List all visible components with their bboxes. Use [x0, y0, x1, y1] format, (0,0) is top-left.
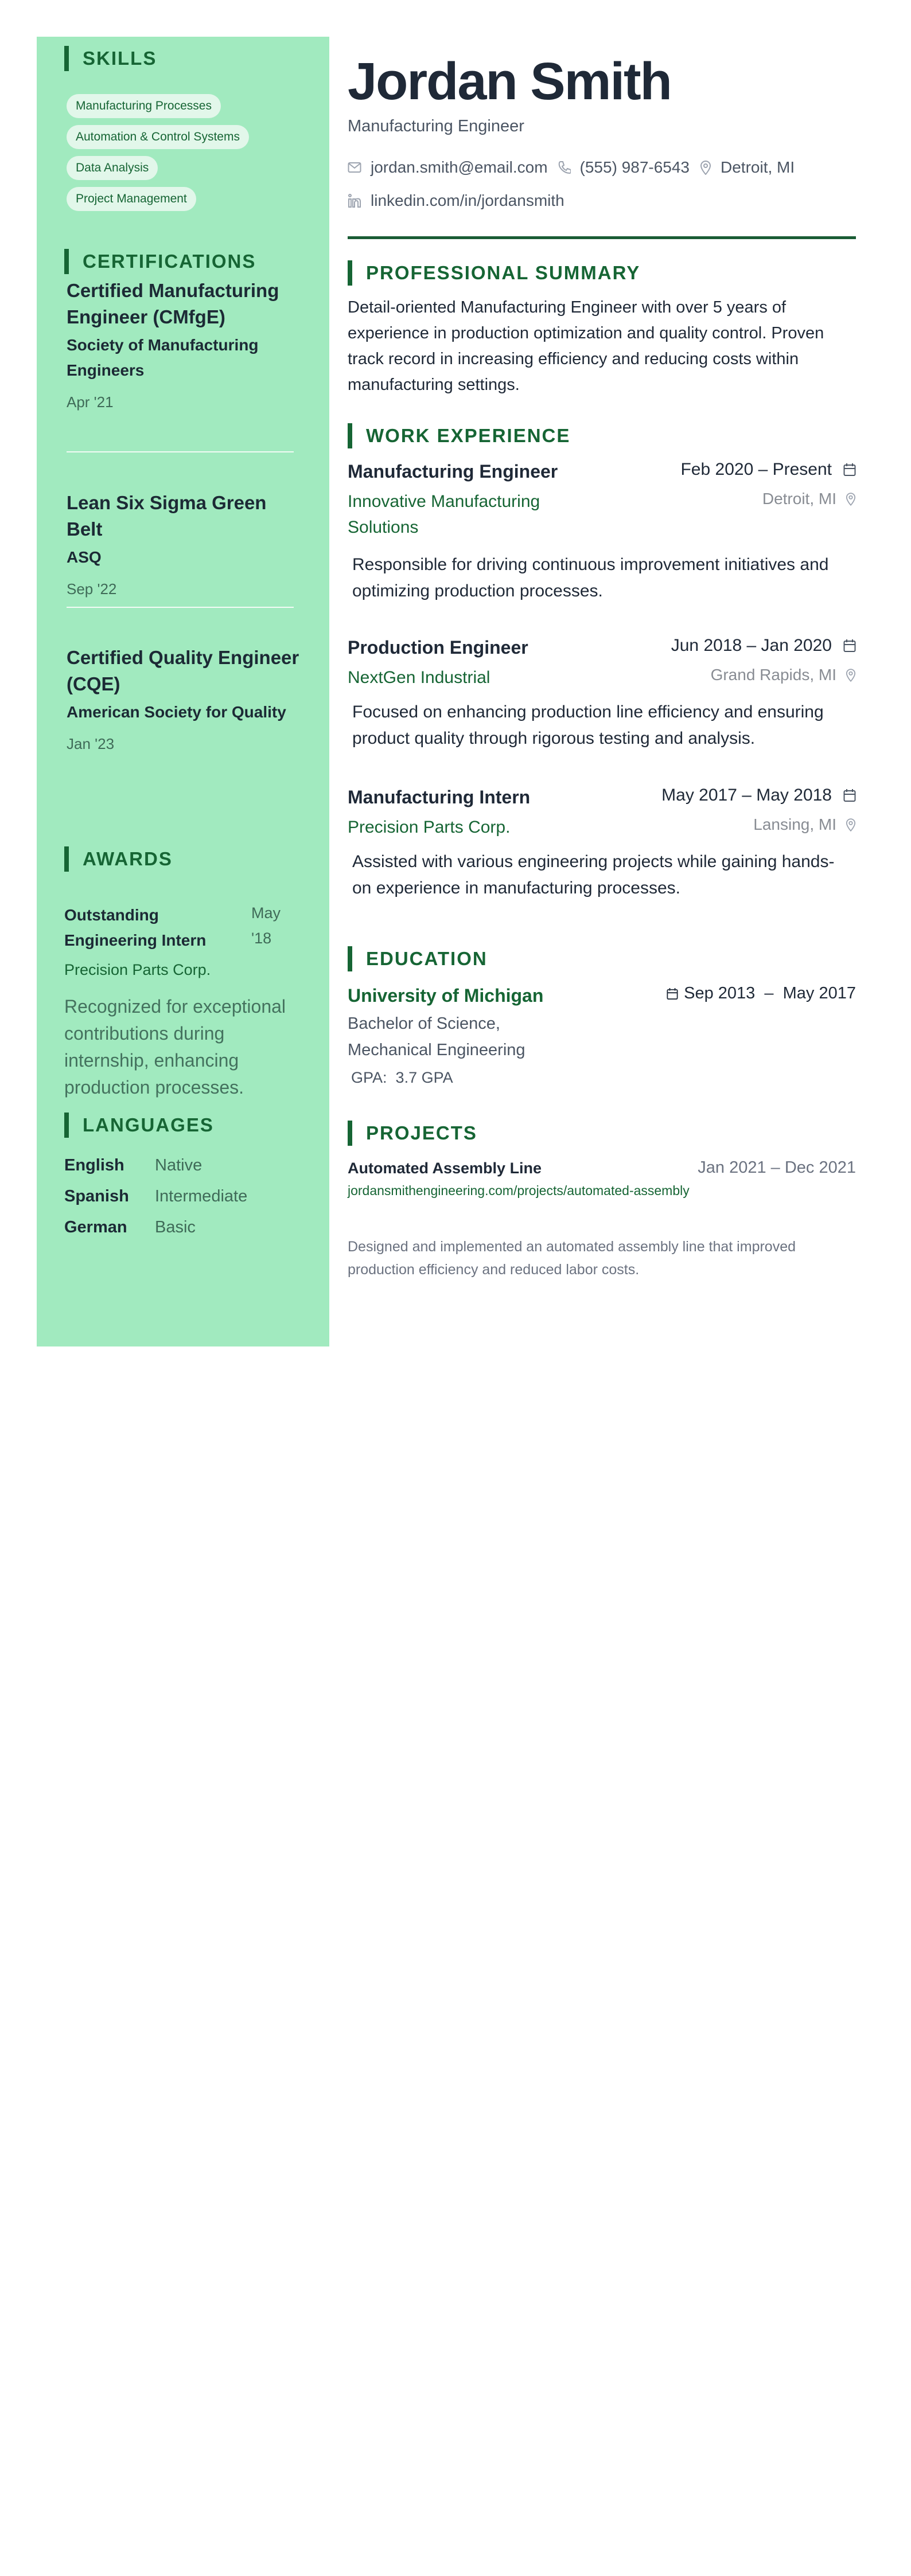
certification-name: Certified Manufacturing Engineer (CMfgE)	[67, 280, 279, 327]
email-text: jordan.smith@email.com	[371, 158, 548, 176]
map-pin-icon	[846, 668, 856, 682]
calendar-icon	[843, 639, 856, 653]
phone-icon	[558, 161, 571, 174]
job-location	[762, 490, 856, 508]
award-issuer: Precision Parts Corp.	[64, 961, 211, 978]
section-accent-bar	[348, 1121, 352, 1146]
map-pin-icon	[846, 492, 856, 506]
phone-text: (555) 987-6543	[579, 158, 690, 176]
job-company: Innovative Manufacturing Solutions	[348, 492, 540, 537]
job-role: Manufacturing Engineer	[348, 461, 558, 482]
section-accent-bar	[348, 946, 352, 971]
education-dates	[667, 984, 856, 1003]
calendar-icon	[667, 988, 678, 1000]
summary-heading	[348, 260, 640, 286]
projects-heading	[348, 1121, 477, 1146]
certification-issuer: American Society for Quality	[67, 703, 286, 721]
education-school: University of Michigan	[348, 985, 544, 1006]
summary-text: Detail-oriented Manufacturing Engineer with over 5 years of experience in production optimization and quality control. Proven track record in increasing efficiency and reducing costs within manufacturing settings.	[348, 298, 824, 394]
job-company: NextGen Industrial	[348, 668, 490, 687]
certification-item	[67, 278, 302, 411]
job-dates-text: Jun 2018 – Jan 2020	[671, 636, 832, 655]
job-dates-text: May 2017 – May 2018	[661, 786, 832, 805]
certification-date: Jan '23	[67, 735, 115, 752]
language-level: Intermediate	[155, 1187, 248, 1205]
education-gpa	[351, 1069, 453, 1087]
gpa-value: 3.7 GPA	[395, 1069, 453, 1086]
certification-name: Lean Six Sigma Green Belt	[67, 492, 267, 540]
experience-heading	[348, 423, 570, 448]
candidate-title: Manufacturing Engineer	[348, 117, 524, 135]
location-text: Detroit, MI	[721, 158, 795, 176]
language-name: Spanish	[64, 1187, 129, 1205]
section-accent-bar	[348, 423, 352, 448]
job-location-text: Detroit, MI	[762, 490, 836, 508]
linkedin-text: linkedin.com/in/jordansmith	[371, 192, 564, 209]
skills-heading-text: SKILLS	[83, 48, 157, 69]
skills-heading	[64, 46, 157, 71]
certifications-heading	[64, 249, 256, 274]
job-role: Manufacturing Intern	[348, 787, 531, 807]
project-description: Designed and implemented an automated assembly line that improved production efficiency and reduced labor costs.	[348, 1239, 796, 1278]
project-dates: Jan 2021 – Dec 2021	[698, 1158, 856, 1177]
calendar-icon	[843, 789, 856, 802]
contact-location	[700, 158, 795, 177]
certification-item	[67, 490, 302, 598]
certification-name: Certified Quality Engineer (CQE)	[67, 647, 299, 694]
certification-item	[67, 645, 302, 753]
language-level: Basic	[155, 1218, 196, 1236]
section-accent-bar	[64, 846, 69, 872]
skill-pill: Data Analysis	[67, 156, 158, 180]
language-name: English	[64, 1156, 124, 1174]
job-location	[711, 666, 856, 684]
languages-heading-text: LANGUAGES	[83, 1114, 214, 1135]
education-degree: Bachelor of Science, Mechanical Engineering	[348, 1014, 525, 1059]
contact-linkedin[interactable]	[348, 192, 564, 210]
award-description: Recognized for exceptional contributions during internship, enhancing production processes.	[64, 996, 286, 1098]
job-dates	[680, 460, 856, 479]
projects-heading-text: PROJECTS	[366, 1122, 477, 1143]
certification-issuer: Society of Manufacturing Engineers	[67, 336, 259, 379]
skill-pill: Automation & Control Systems	[67, 125, 249, 149]
summary-heading-text: PROFESSIONAL SUMMARY	[366, 262, 641, 283]
calendar-icon	[843, 463, 856, 477]
certification-date: Apr '21	[67, 393, 114, 411]
job-dates	[661, 786, 856, 805]
section-accent-bar	[348, 260, 352, 286]
job-description: Assisted with various engineering projects while gaining hands-on experience in manufacturing processes.	[352, 852, 835, 897]
job-dates-text: Feb 2020 – Present	[680, 460, 832, 479]
skill-pill: Project Management	[67, 187, 196, 211]
linkedin-icon	[348, 194, 361, 208]
job-location-text: Lansing, MI	[753, 815, 836, 833]
language-level: Native	[155, 1156, 203, 1174]
map-pin-icon	[846, 818, 856, 832]
candidate-name: Jordan Smith	[348, 52, 671, 111]
education-heading-text: EDUCATION	[366, 948, 488, 969]
certification-issuer: ASQ	[67, 548, 102, 566]
skill-pill: Manufacturing Processes	[67, 94, 221, 118]
skills-list	[67, 94, 249, 218]
job-description: Responsible for driving continuous improvement initiatives and optimizing production processes.	[352, 555, 829, 600]
sidebar	[37, 37, 329, 1346]
education-dates-text: Sep 2013 – May 2017	[684, 984, 856, 1002]
job-role: Production Engineer	[348, 637, 528, 658]
job-dates	[671, 636, 856, 655]
award-title: Outstanding Engineering Intern	[64, 906, 207, 949]
job-description: Focused on enhancing production line efficiency and ensuring product quality through rigorous testing and analysis.	[352, 702, 824, 748]
contact-row	[348, 158, 805, 177]
job-company: Precision Parts Corp.	[348, 818, 511, 837]
awards-heading-text: AWARDS	[83, 848, 173, 869]
map-pin-icon	[700, 160, 711, 175]
experience-heading-text: WORK EXPERIENCE	[366, 425, 571, 446]
certification-date: Sep '22	[67, 580, 117, 598]
certification-divider	[67, 607, 294, 608]
project-link[interactable]: jordansmithengineering.com/projects/automated-assembly	[348, 1183, 690, 1198]
mail-icon	[348, 162, 361, 173]
languages-heading	[64, 1113, 214, 1138]
award-date: May '18	[251, 904, 281, 947]
language-name: German	[64, 1218, 127, 1236]
contact-email[interactable]	[348, 158, 548, 177]
job-location-text: Grand Rapids, MI	[710, 666, 836, 684]
section-accent-bar	[64, 1113, 69, 1138]
awards-heading	[64, 846, 173, 872]
certification-divider	[67, 451, 294, 452]
section-accent-bar	[64, 46, 69, 71]
certifications-heading-text: CERTIFICATIONS	[83, 251, 256, 272]
project-name: Automated Assembly Line	[348, 1160, 542, 1177]
contact-row-2	[348, 192, 575, 210]
contact-phone[interactable]	[558, 158, 690, 177]
header-divider	[348, 236, 856, 239]
job-location	[753, 815, 856, 834]
education-heading	[348, 946, 488, 971]
section-accent-bar	[64, 249, 69, 274]
gpa-label: GPA:	[351, 1069, 387, 1086]
